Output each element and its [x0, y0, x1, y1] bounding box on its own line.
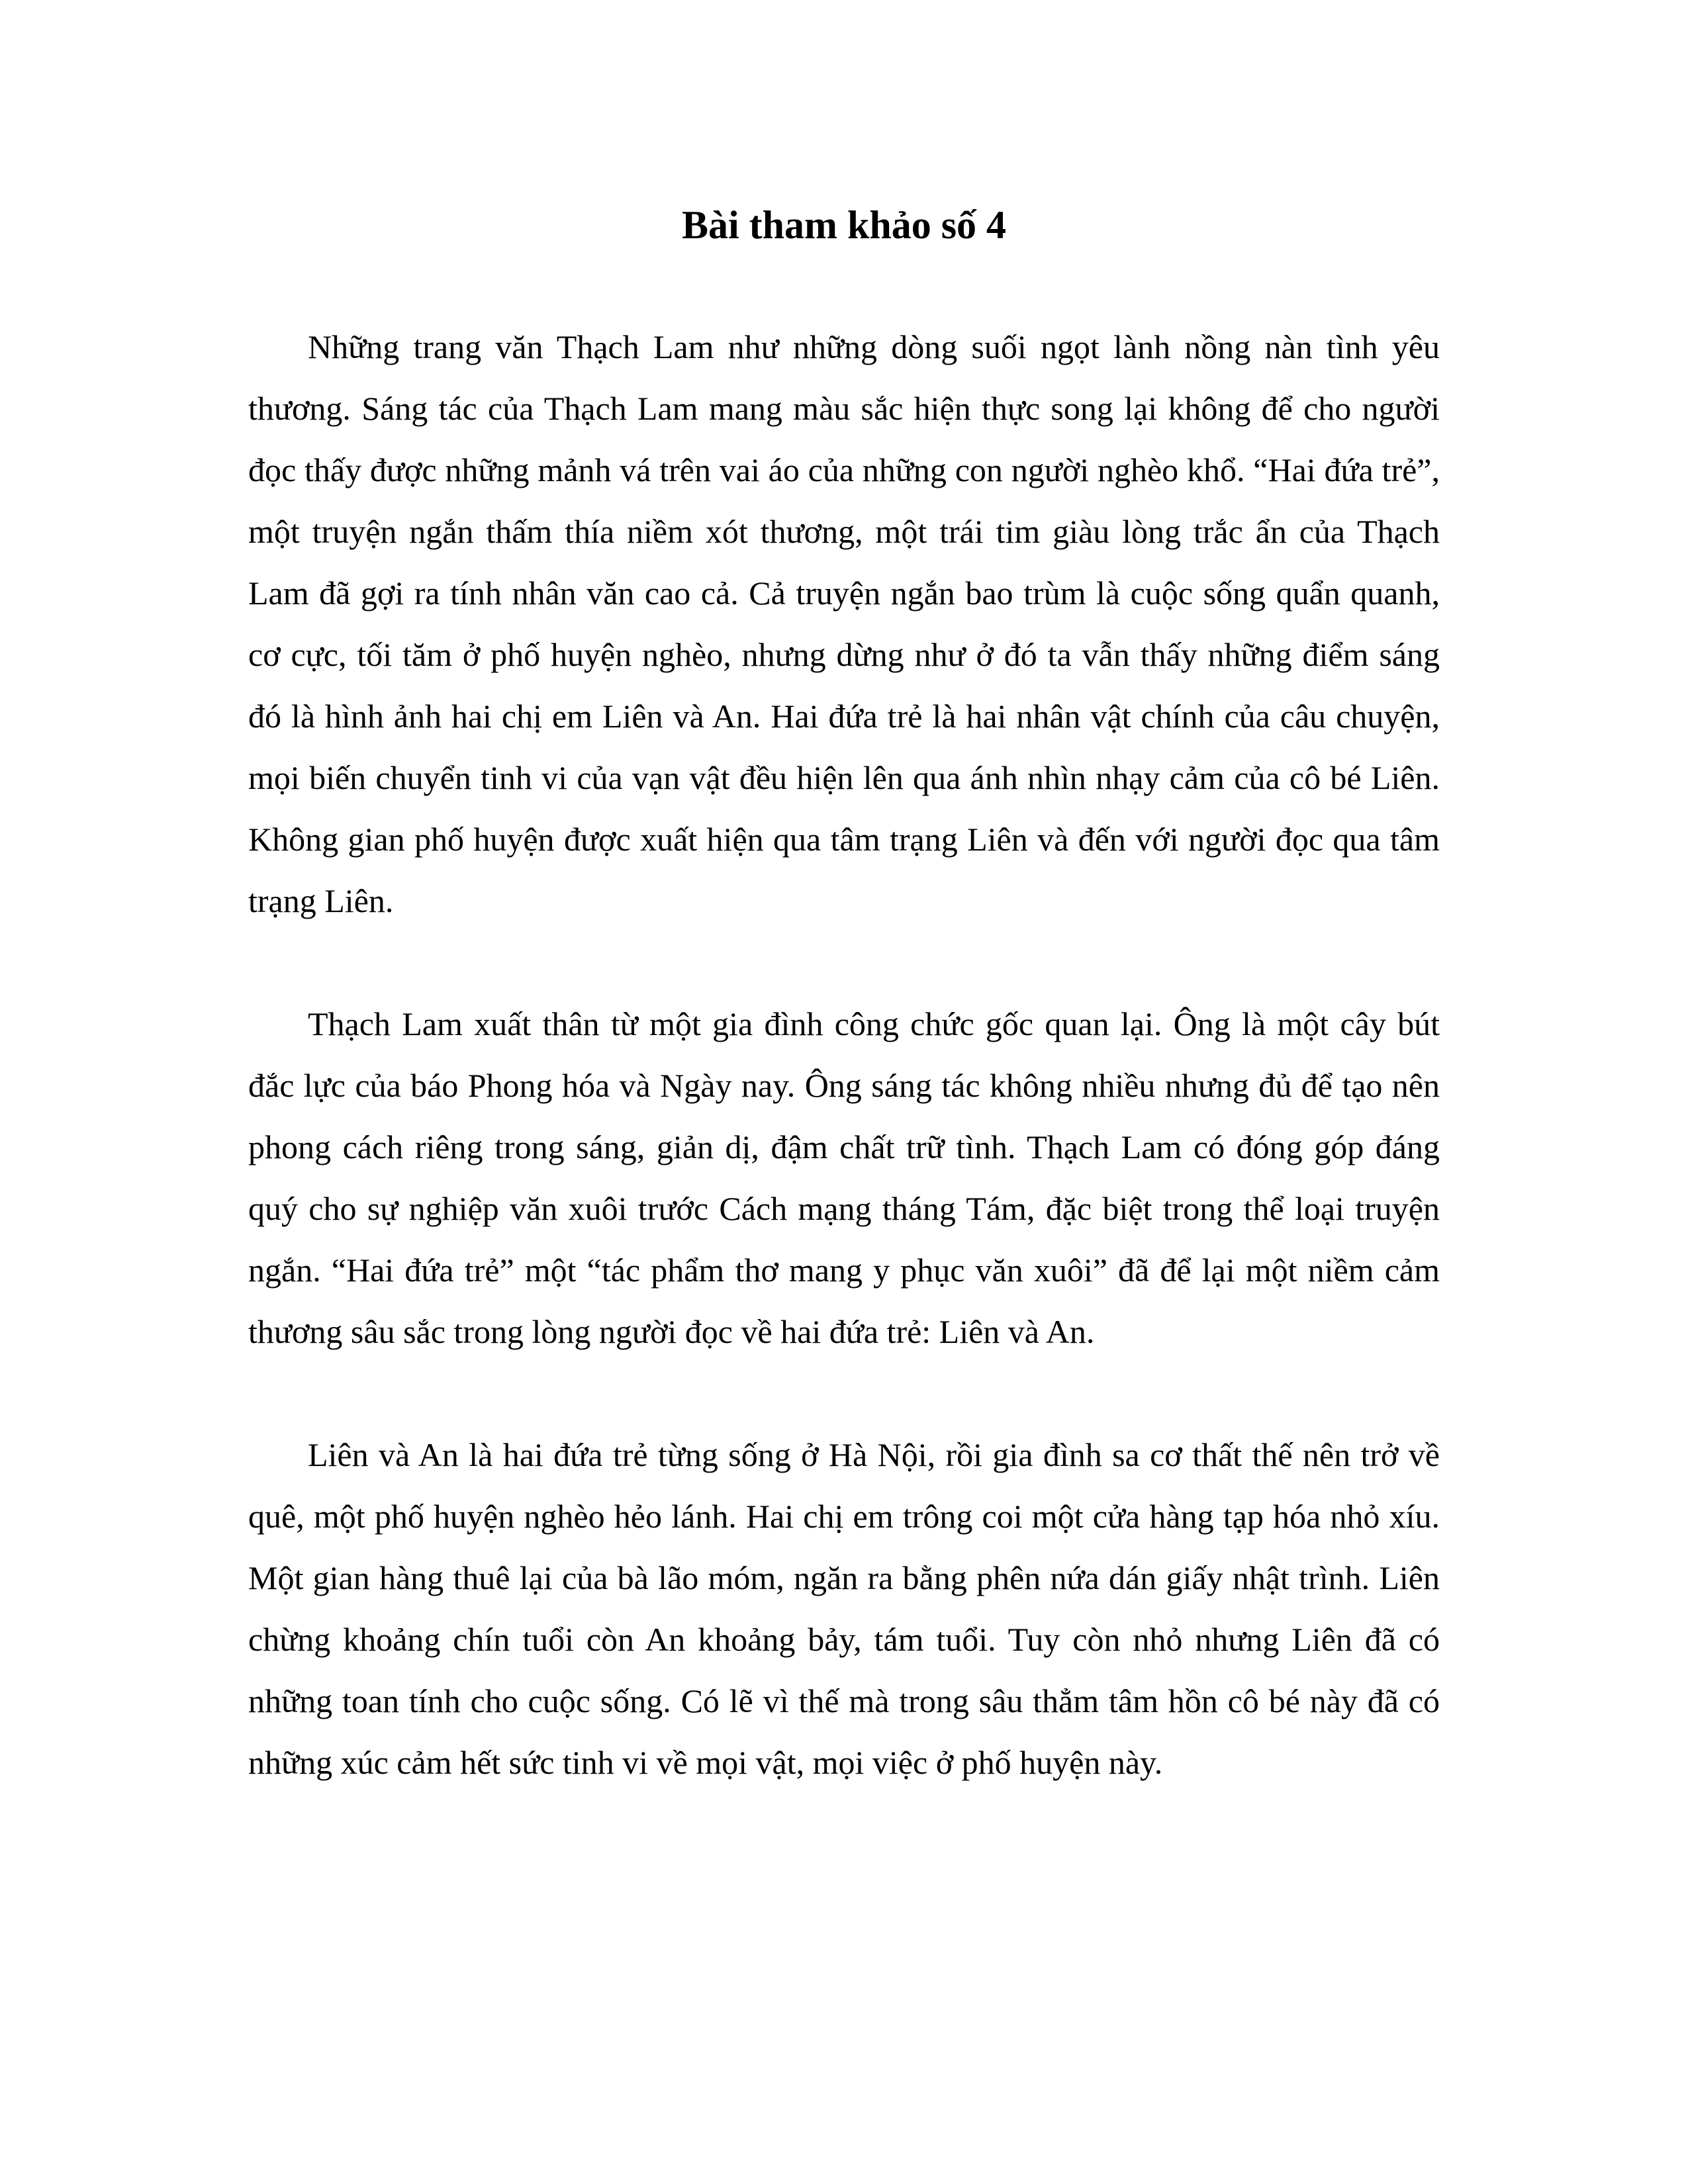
document-title: Bài tham khảo số 4	[681, 203, 1007, 247]
document-body	[248, 316, 1440, 1855]
paragraph-2: Thạch Lam xuất thân từ một gia đình công chức gốc quan lại. Ông là một cây bút đắc lực của báo Phong hóa và Ngày nay. Ông sáng tác không nhiều nhưng đủ để tạo nên phong cách riêng trong sáng, giản dị, đậm chất trữ tình. Thạch Lam có đóng góp đáng quý cho sự nghiệp văn xuôi trước Cách mạng tháng Tám, đặc biệt trong thể loại truyện ngắn. “Hai đứa trẻ” một “tác phẩm thơ mang y phục văn xuôi” đã để lại một niềm cảm thương sâu sắc trong lòng người đọc về hai đứa trẻ: Liên và An.	[248, 1005, 1440, 1350]
paragraph-3: Liên và An là hai đứa trẻ từng sống ở Hà Nội, rồi gia đình sa cơ thất thế nên trở về quê, một phố huyện nghèo hẻo lánh. Hai chị em trông coi một cửa hàng tạp hóa nhỏ xíu. Một gian hàng thuê lại của bà lão móm, ngăn ra bằng phên nứa dán giấy nhật trình. Liên chừng khoảng chín tuổi còn An khoảng bảy, tám tuổi. Tuy còn nhỏ nhưng Liên đã có những toan tính cho cuộc sống. Có lẽ vì thế mà trong sâu thẳm tâm hồn cô bé này đã có những xúc cảm hết sức tinh vi về mọi vật, mọi việc ở phố huyện này.	[248, 1436, 1440, 1781]
paragraph-1: Những trang văn Thạch Lam như những dòng suối ngọt lành nồng nàn tình yêu thương. Sáng tác của Thạch Lam mang màu sắc hiện thực song lại không để cho người đọc thấy được những mảnh vá trên vai áo của những con người nghèo khổ. “Hai đứa trẻ”, một truyện ngắn thấm thía niềm xót thương, một trái tim giàu lòng trắc ẩn của Thạch Lam đã gợi ra tính nhân văn cao cả. Cả truyện ngắn bao trùm là cuộc sống quẩn quanh, cơ cực, tối tăm ở phố huyện nghèo, nhưng dừng như ở đó ta vẫn thấy những điểm sáng đó là hình ảnh hai chị em Liên và An. Hai đứa trẻ là hai nhân vật chính của câu chuyện, mọi biến chuyển tinh vi của vạn vật đều hiện lên qua ánh nhìn nhạy cảm của cô bé Liên. Không gian phố huyện được xuất hiện qua tâm trạng Liên và đến với người đọc qua tâm trạng Liên.	[248, 328, 1440, 919]
